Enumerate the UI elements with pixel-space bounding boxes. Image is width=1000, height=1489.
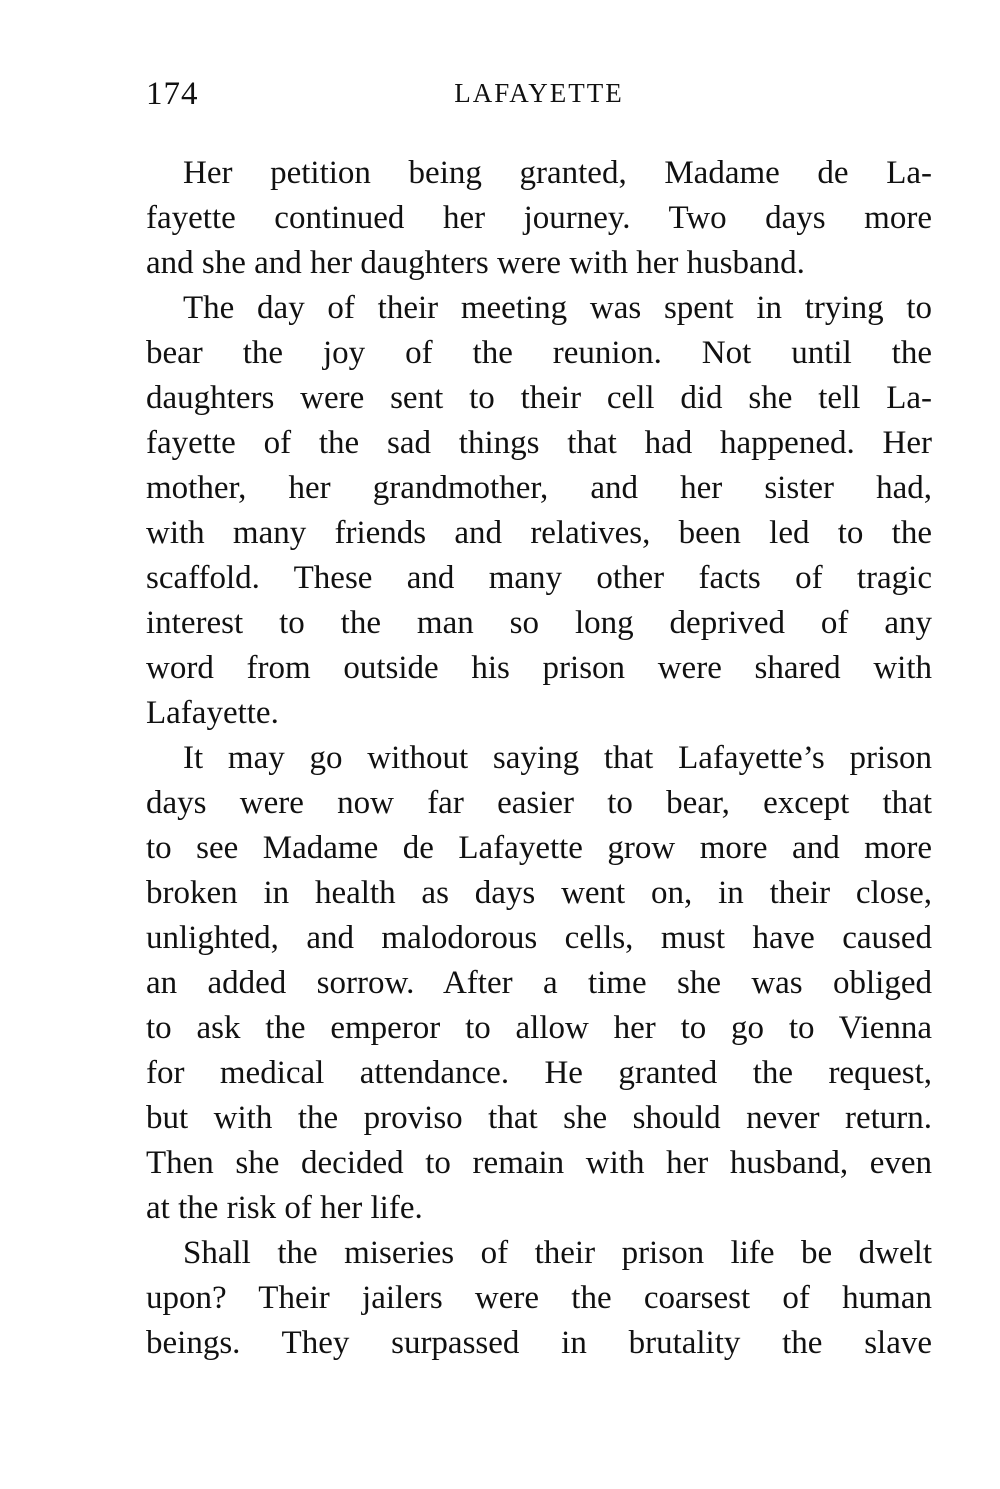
body-text: [146, 151, 932, 1366]
text-line: bear the joy of the reunion. Not until the: [146, 335, 932, 371]
text-line: an added sorrow. After a time she was obliged: [146, 965, 932, 1001]
text-line: but with the proviso that she should never return.: [146, 1100, 932, 1136]
text-line: unlighted, and malodorous cells, must have caused: [146, 920, 932, 956]
text-line: fayette of the sad things that had happened. Her: [146, 425, 932, 461]
paragraph-3: [146, 736, 932, 1231]
text-line: The day of their meeting was spent in trying to: [183, 290, 932, 326]
text-line: It may go without saying that Lafayette’s prison: [183, 740, 932, 776]
paragraph-2: [146, 286, 932, 736]
text-line: beings. They surpassed in brutality the slave: [146, 1325, 932, 1361]
text-line: interest to the man so long deprived of any: [146, 605, 932, 641]
text-line: and she and her daughters were with her husband.: [146, 245, 805, 281]
text-line: daughters were sent to their cell did she tell La-: [146, 380, 932, 416]
running-title: LAFAYETTE: [454, 78, 624, 108]
text-line: Her petition being granted, Madame de La-: [183, 155, 932, 191]
page-number: 174: [146, 76, 199, 112]
text-line: word from outside his prison were shared with: [146, 650, 932, 686]
text-line: at the risk of her life.: [146, 1190, 423, 1226]
running-head: [146, 70, 932, 120]
text-line: to ask the emperor to allow her to go to Vienna: [146, 1010, 932, 1046]
text-line: scaffold. These and many other facts of tragic: [146, 560, 932, 596]
text-line: Lafayette.: [146, 695, 279, 731]
text-line: fayette continued her journey. Two days more: [146, 200, 932, 236]
text-line: Then she decided to remain with her husband, even: [146, 1145, 932, 1181]
text-line: Shall the miseries of their prison life be dwelt: [183, 1235, 932, 1271]
text-line: for medical attendance. He granted the request,: [146, 1055, 932, 1091]
text-line: with many friends and relatives, been led to the: [146, 515, 932, 551]
text-line: to see Madame de Lafayette grow more and more: [146, 830, 932, 866]
text-line: mother, her grandmother, and her sister had,: [146, 470, 932, 506]
text-line: upon? Their jailers were the coarsest of human: [146, 1280, 932, 1316]
text-line: days were now far easier to bear, except that: [146, 785, 932, 821]
paragraph-4: [146, 1231, 932, 1366]
paragraph-1: [146, 151, 932, 286]
text-line: broken in health as days went on, in their close,: [146, 875, 932, 911]
